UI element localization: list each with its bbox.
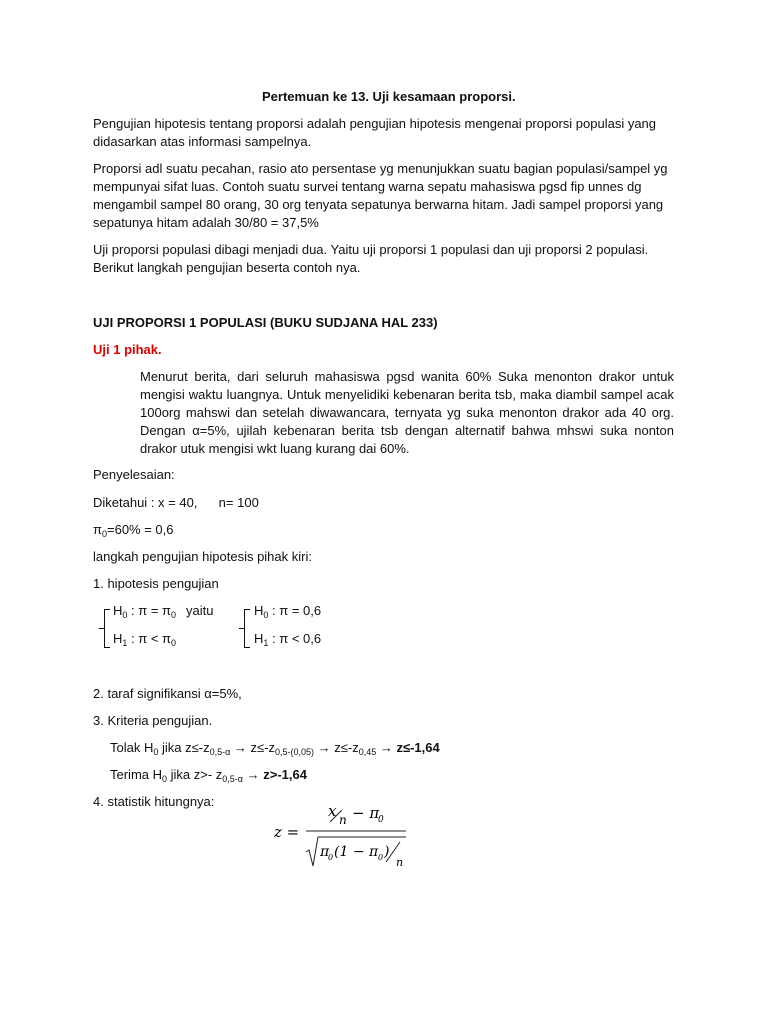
h1-specific: $H_1$ : π < 0,6 <box>254 631 322 648</box>
step-1: 1. hipotesis pengujian <box>93 576 219 591</box>
steps-intro: langkah pengujian hipotesis pihak kiri: <box>93 549 312 564</box>
left-brace-tip <box>99 628 104 629</box>
step-4: 4. statistik hitungnya: <box>93 794 215 809</box>
problem-paragraph: Menurut berita, dari seluruh mahasiswa pgsd wanita 60% Suka menonton drakor untuk mengisi waktu luangnya. Untuk menyelidiki kebenaran berita tsb, maka diambil sampel acak 100org mahswi dan setelah diwawancara, ternyata yg suka menonton drakor ada 40 org. Dengan α=5%, ujilah kebenaran berita tsb dengan alternatif bahwa mhswi suka nonton drakor utuk mengisi wkt luang kurang dai 60%. <box>140 369 674 456</box>
known-values <box>93 494 259 512</box>
known-n: n= 100 <box>218 495 259 510</box>
accept-criterion: Terima $H_0$ jika z>- $z_{0,5-\alpha} \to z>-1,64$ <box>110 767 307 784</box>
step-2: 2. taraf signifikansi α=5%, <box>93 686 242 701</box>
formula-n: n <box>339 813 347 827</box>
formula-den-n: n <box>396 856 404 869</box>
formula-den-sub2: 0 <box>378 853 384 862</box>
z-statistic-formula <box>272 800 412 870</box>
division-paragraph: Uji proporsi populasi dibagi menjadi dua. Yaitu uji proporsi 1 populasi dan uji proporsi 2 populasi. Berikut langkah pengujian beserta contoh nya. <box>93 242 649 275</box>
formula-den-pi: π <box>320 844 330 860</box>
formula-pi-sub: 0 <box>378 815 384 825</box>
formula-z: z = <box>274 823 300 841</box>
right-brace <box>244 609 253 648</box>
sub-heading: Uji 1 pihak. <box>93 342 162 357</box>
formula-den-close: ) <box>384 844 390 860</box>
formula-minus-pi: − π <box>352 804 380 822</box>
formula-den-sub: 0 <box>328 853 334 862</box>
pi-zero-value: $\pi_0=60\% = 0,6$ <box>93 522 174 539</box>
right-brace-tip <box>239 628 244 629</box>
h1-general: $H_1$ : $\pi < \pi_0$ <box>113 631 177 648</box>
known-x: Diketahui : x = 40, <box>93 495 198 510</box>
h0-general: $H_0$ : $\pi = \pi_0$ <box>113 603 177 620</box>
intro-paragraph: Pengujian hipotesis tentang proporsi adalah pengujian hipotesis mengenai proporsi populasi yang didasarkan atas informasi sampelnya. <box>93 116 657 149</box>
page-title: Pertemuan ke 13. Uji kesamaan proporsi. <box>262 89 516 104</box>
yaitu-label: yaitu <box>186 603 214 618</box>
definition-paragraph: Proporsi adl suatu pecahan, rasio ato persentase yg menunjukkan suatu bagian populasi/sampel yg mempunyai sifat luas. Contoh suatu survei tentang warna sepatu mahasiswa pgsd fip unnes dg mengambil sampel 80 orang, 30 org tenyata sepatunya berwarna hitam. Jadi sampel proporsi yang sepatunya hitam adalah 30/80 = 37,5% <box>93 161 668 230</box>
formula-den-mid: (1 − π <box>334 844 379 860</box>
left-brace <box>104 609 113 648</box>
step-3: 3. Kriteria pengujian. <box>93 713 213 728</box>
section-heading: UJI PROPORSI 1 POPULASI (BUKU SUDJANA HAL 233) <box>93 315 438 330</box>
formula-x: x <box>328 802 337 820</box>
reject-criterion: Tolak $H_0$ jika $z\le-z_{0,5-\alpha} \to z\le-z_{0,5-(0,05)} \to z\le-z_{0,45} \to z\le-1,64$ <box>110 740 440 757</box>
h0-specific: $H_0$ : π = 0,6 <box>254 603 322 620</box>
solution-label: Penyelesaian: <box>93 467 175 482</box>
